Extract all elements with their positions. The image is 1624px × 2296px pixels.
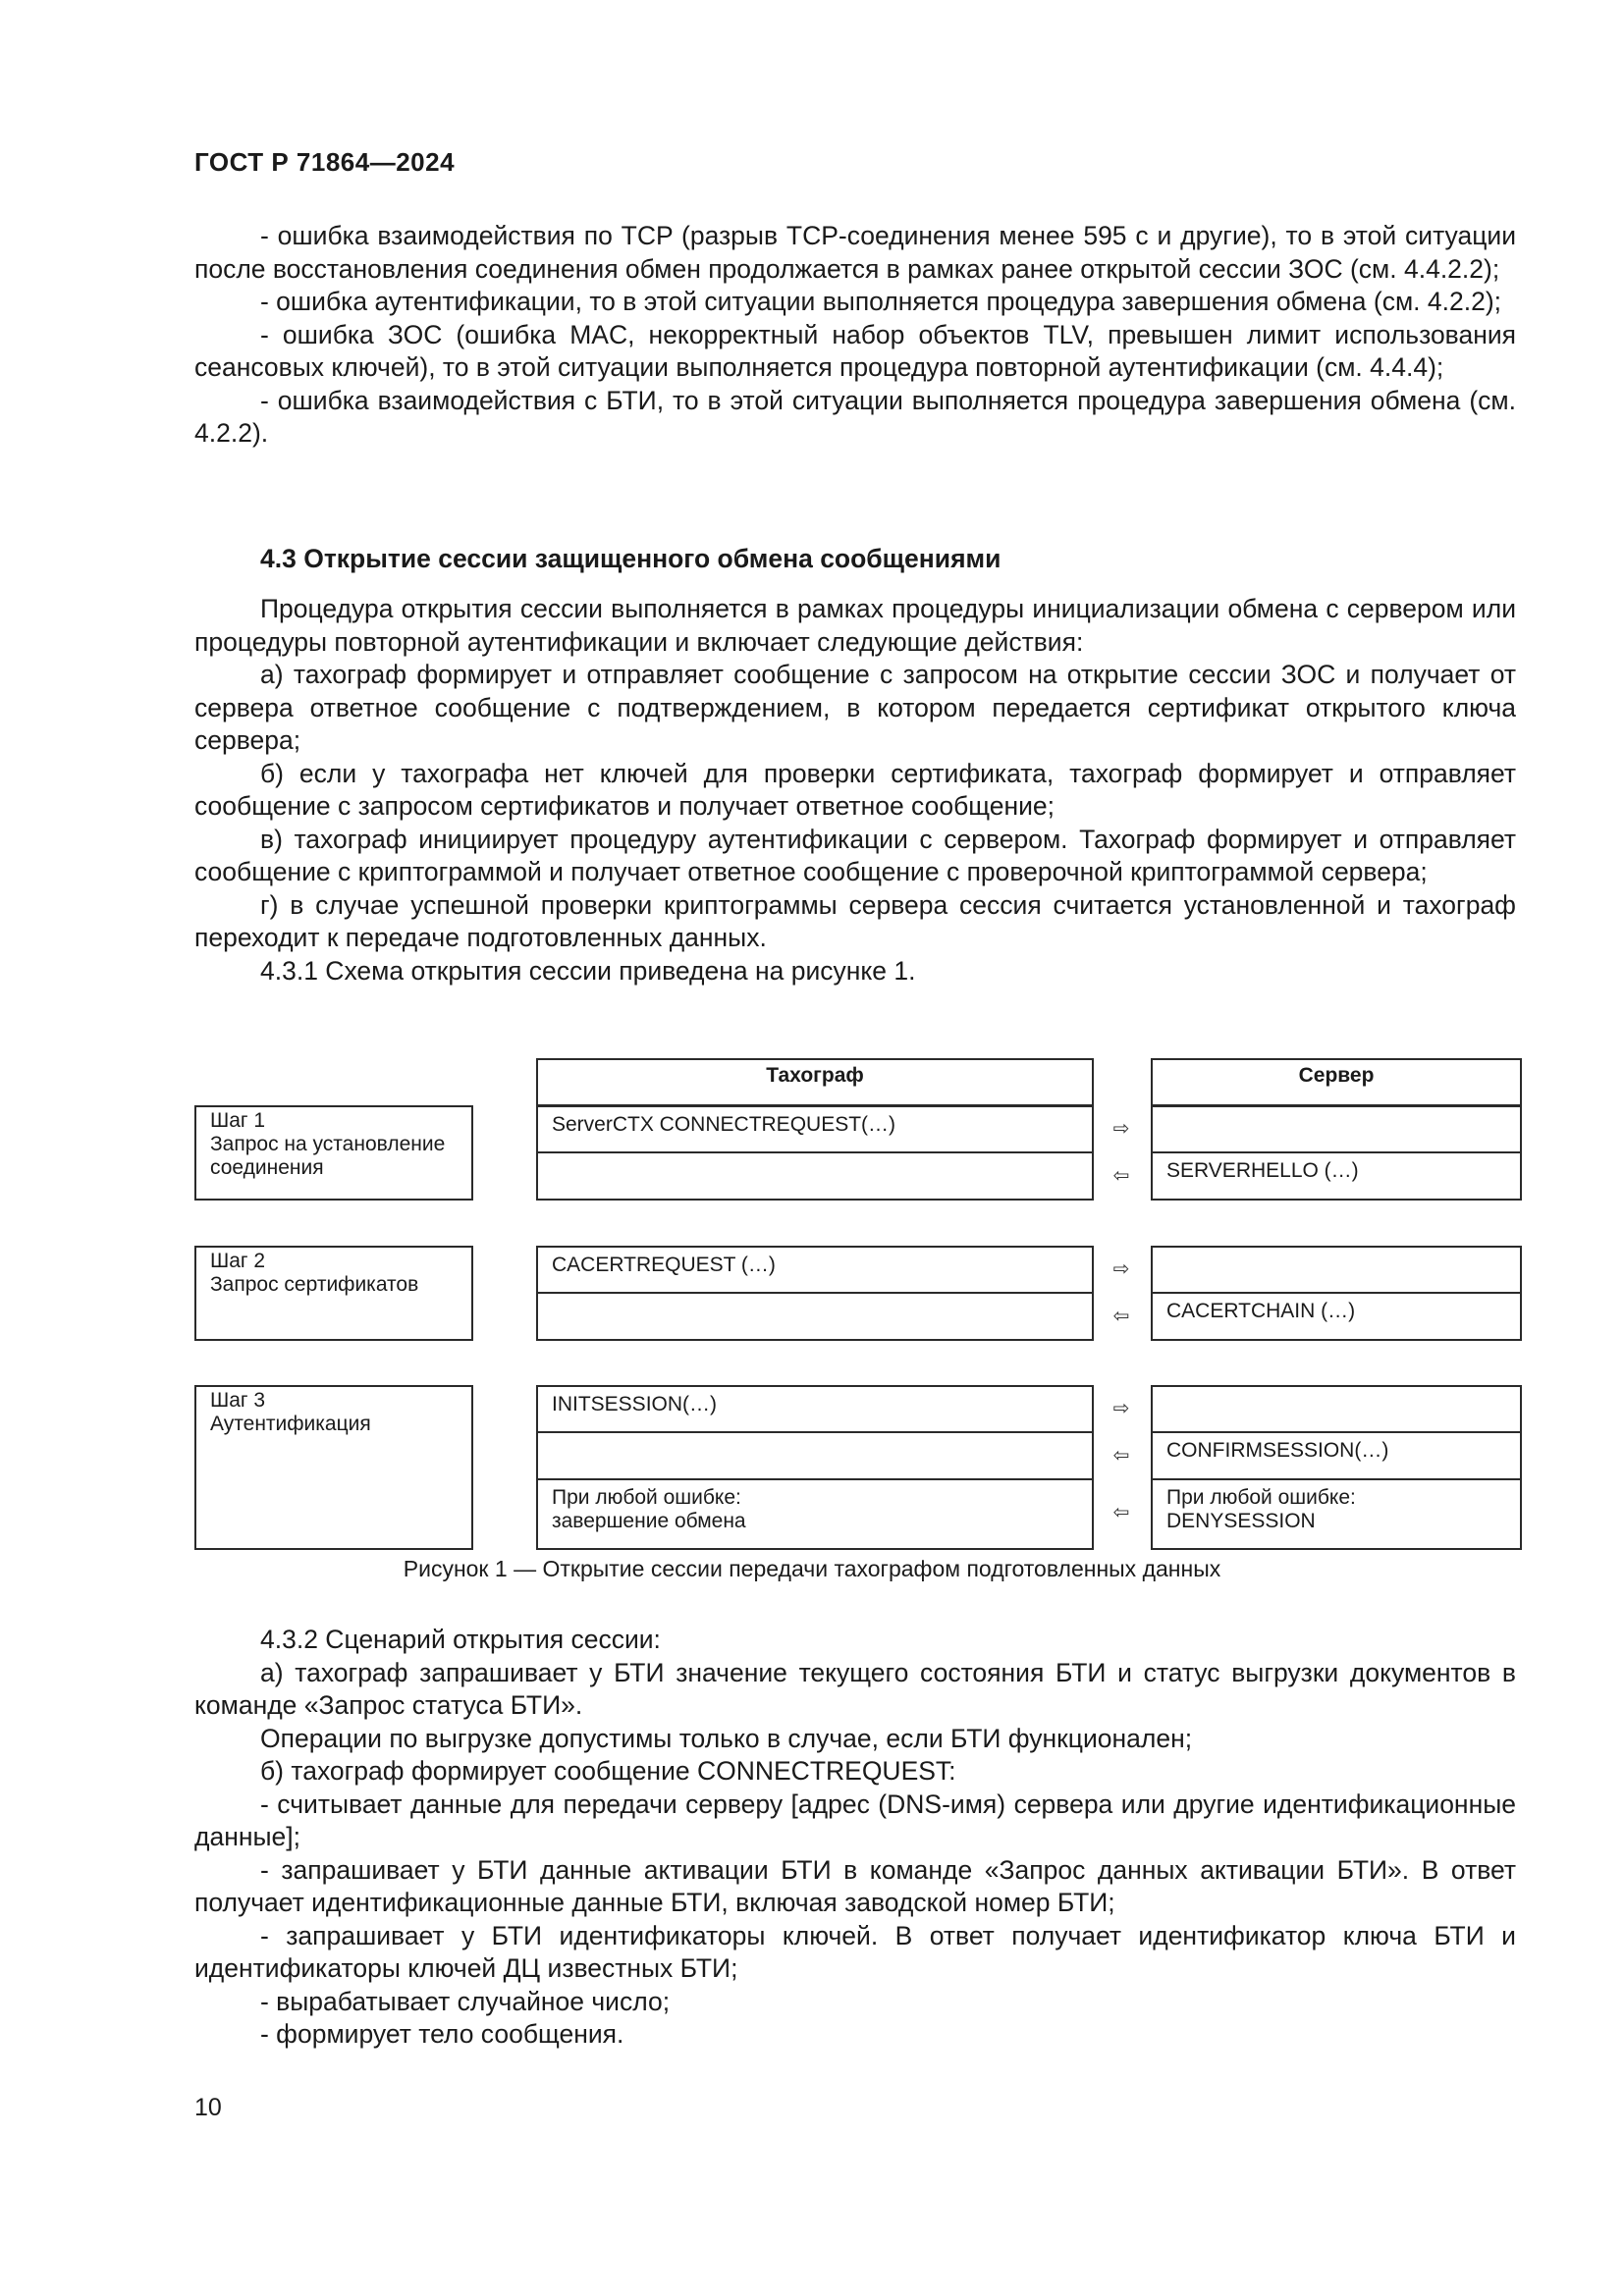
arrow-left-icon: ⇦ <box>1112 1165 1130 1187</box>
figure-reference: 4.3.1 Схема открытия сессии приведена на рисунке 1. <box>260 955 916 986</box>
arrow-right-icon: ⇨ <box>1112 1258 1130 1280</box>
intro-item-tcp: - ошибка взаимодействия по TCP (разрыв TCP-соединения менее 595 с и другие), то в этой ситуации после восстановления соединения обмен продолжается в рамках ранее открытой сессии ЗОС (см. 4.4.2.2); <box>194 221 1516 284</box>
intro-list <box>194 220 1516 451</box>
section-body <box>194 593 1516 988</box>
connectrequest-cell: ServerCTX CONNECTREQUEST(…) <box>536 1105 1094 1153</box>
tachograph-empty-cell <box>536 1292 1094 1341</box>
scenario-subitem: - считывает данные для передачи серверу [адрес (DNS-имя) сервера или другие идентификационные данные]; <box>194 1789 1516 1851</box>
intro-item-zos: - ошибка ЗОС (ошибка MAC, некорректный набор объектов TLV, превышен лимит использования сеансовых ключей), то в этой ситуации выполняется процедура повторной аутентификации (см. 4.4.4); <box>194 319 1516 382</box>
server-empty-cell <box>1151 1385 1522 1433</box>
arrow-left-icon: ⇦ <box>1112 1502 1130 1523</box>
cacertrequest-cell: CACERTREQUEST (…) <box>536 1246 1094 1294</box>
step-2-box <box>194 1246 473 1341</box>
figure-caption: Рисунок 1 — Открытие сессии передачи тахографом подготовленных данных <box>403 1556 1221 1581</box>
tachograph-empty-cell <box>536 1431 1094 1480</box>
server-empty-cell <box>1151 1105 1522 1153</box>
denysession-cell: При любой ошибке: DENYSESSION <box>1151 1478 1522 1550</box>
step-1-label: Шаг 1 Запрос на установление соединения <box>210 1109 446 1179</box>
intro-item-auth: - ошибка аутентификации, то в этой ситуации выполняется процедура завершения обмена (см. 4.2.2); <box>260 287 1502 316</box>
scenario-subitem: - формирует тело сообщения. <box>260 2019 624 2049</box>
tachograph-empty-cell <box>536 1151 1094 1201</box>
section-item-v: в) тахограф инициирует процедуру аутентификации с сервером. Тахограф формирует и отправляет сообщение с криптограммой и получает ответное сообщение с проверочной криптограммой сервера; <box>194 824 1516 886</box>
scenario-subitem: - запрашивает у БТИ идентификаторы ключей. В ответ получает идентификатор ключа БТИ и идентификаторы ключей ДЦ известных БТИ; <box>194 1920 1516 1983</box>
server-empty-cell <box>1151 1246 1522 1294</box>
error-termination-cell: При любой ошибке: завершение обмена <box>536 1478 1094 1550</box>
scenario-item-a: а) тахограф запрашивает у БТИ значение текущего состояния БТИ и статус выгрузки документов в команде «Запрос статуса БТИ». <box>194 1657 1516 1720</box>
arrow-left-icon: ⇦ <box>1112 1306 1130 1327</box>
tachograph-header: Тахограф <box>536 1058 1094 1106</box>
section-title: 4.3 Открытие сессии защищенного обмена сообщениями <box>260 544 1001 573</box>
intro-item-bti: - ошибка взаимодействия с БТИ, то в этой ситуации выполняется процедура завершения обмена (см. 4.2.2). <box>194 385 1516 448</box>
arrow-left-icon: ⇦ <box>1112 1445 1130 1467</box>
step-1-box <box>194 1105 473 1201</box>
step-3-label: Шаг 3 Аутентификация <box>210 1389 371 1435</box>
step-3-box <box>194 1385 473 1550</box>
scenario-note: Операции по выгрузке допустимы только в случае, если БТИ функционален; <box>260 1723 1193 1753</box>
section-paragraph: Процедура открытия сессии выполняется в рамках процедуры инициализации обмена с сервером или процедуры повторной аутентификации и включает следующие действия: <box>194 594 1516 657</box>
step-2-label: Шаг 2 Запрос сертификатов <box>210 1250 419 1296</box>
confirmsession-cell: CONFIRMSESSION(…) <box>1151 1431 1522 1480</box>
scenario-item-b: б) тахограф формирует сообщение CONNECTREQUEST: <box>260 1756 956 1786</box>
section-item-g: г) в случае успешной проверки криптограммы сервера сессия считается установленной и тахограф переходит к передаче подготовленных данных. <box>194 889 1516 952</box>
scenario-subitem: - запрашивает у БТИ данные активации БТИ в команде «Запрос данных активации БТИ». В ответ получает идентификационные данные БТИ, включая заводской номер БТИ; <box>194 1854 1516 1917</box>
arrow-right-icon: ⇨ <box>1112 1398 1130 1419</box>
section-item-b: б) если у тахографа нет ключей для проверки сертификата, тахограф формирует и отправляет сообщение с запросом сертификатов и получает ответное сообщение; <box>194 758 1516 821</box>
serverhello-cell: SERVERHELLO (…) <box>1151 1151 1522 1201</box>
cacertchain-cell: CACERTCHAIN (…) <box>1151 1292 1522 1341</box>
server-header: Сервер <box>1151 1058 1522 1106</box>
scenario-list <box>194 1624 1516 2052</box>
initsession-cell: INITSESSION(…) <box>536 1385 1094 1433</box>
scenario-heading: 4.3.2 Сценарий открытия сессии: <box>260 1625 661 1654</box>
scenario-subitem: - вырабатывает случайное число; <box>260 1986 671 2016</box>
page-number: 10 <box>194 2094 222 2121</box>
document-header: ГОСТ Р 71864—2024 <box>194 147 456 177</box>
arrow-right-icon: ⇨ <box>1112 1118 1130 1140</box>
section-item-a: а) тахограф формирует и отправляет сообщение с запросом на открытие сессии ЗОС и получает от сервера ответное сообщение с подтверждением, в котором передается сертификат открытого ключа сервера; <box>194 660 1516 755</box>
